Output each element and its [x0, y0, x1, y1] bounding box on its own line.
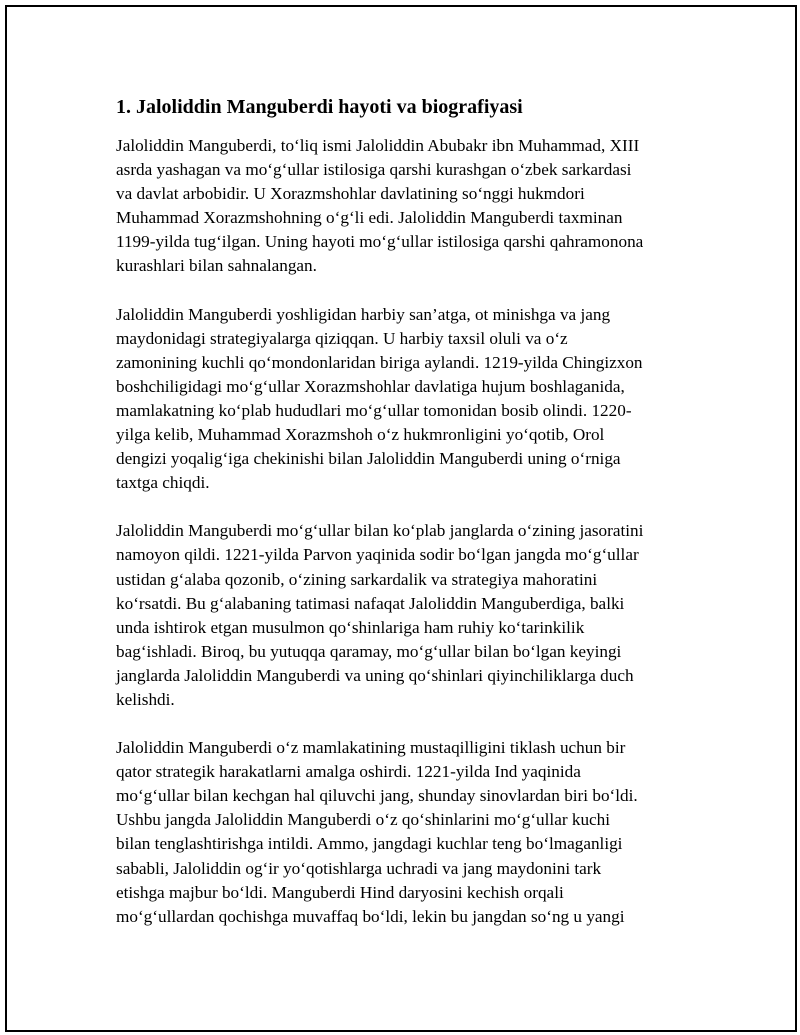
text-line: maydonidagi strategiyalarga qiziqqan. U harbiy taxsil oluli va o‘z: [116, 328, 568, 348]
text-line: janglarda Jaloliddin Manguberdi va uning qo‘shinlari qiyinchiliklarga duch: [116, 665, 634, 685]
text-line: unda ishtirok etgan musulmon qo‘shinlariga ham ruhiy ko‘tarinkilik: [116, 617, 585, 637]
paragraph-3: [116, 519, 696, 712]
text-line: ko‘rsatdi. Bu g‘alabaning tatimasi nafaqat Jaloliddin Manguberdiga, balki: [116, 593, 625, 613]
text-line: Muhammad Xorazmshohning o‘g‘li edi. Jaloliddin Manguberdi taxminan: [116, 208, 623, 228]
text-line: asrda yashagan va mo‘g‘ullar istilosiga qarshi kurashgan o‘zbek sarkardasi: [116, 160, 632, 180]
section-heading: 1. Jaloliddin Manguberdi hayoti va biografiyasi: [116, 96, 523, 118]
paragraph-2: [116, 303, 696, 496]
text-line: va davlat arbobidir. U Xorazmshohlar davlatining so‘nggi hukmdori: [116, 184, 585, 204]
text-line: Jaloliddin Manguberdi o‘z mamlakatining mustaqilligini tiklash uchun bir: [116, 738, 626, 758]
text-line: etishga majbur bo‘ldi. Manguberdi Hind daryosini kechish orqali: [116, 882, 564, 902]
text-line: qator strategik harakatlarni amalga oshirdi. 1221-yilda Ind yaqinida: [116, 762, 581, 782]
text-line: bag‘ishladi. Biroq, bu yutuqqa qaramay, mo‘g‘ullar bilan bo‘lgan keyingi: [116, 641, 622, 661]
document-body: [116, 94, 696, 953]
text-line: namoyon qildi. 1221-yilda Parvon yaqinida sodir bo‘lgan jangda mo‘g‘ullar: [116, 545, 639, 565]
text-line: sababli, Jaloliddin og‘ir yo‘qotishlarga uchradi va jang maydonini tark: [116, 858, 602, 878]
text-line: taxtga chiqdi.: [116, 473, 210, 493]
text-line: kelishdi.: [116, 689, 175, 709]
text-line: Jaloliddin Manguberdi mo‘g‘ullar bilan ko‘plab janglarda o‘zining jasoratini: [116, 521, 644, 541]
text-line: 1199-yilda tug‘ilgan. Uning hayoti mo‘g‘ullar istilosiga qarshi qahramonona: [116, 232, 644, 252]
paragraph-4: [116, 736, 696, 929]
text-line: Jaloliddin Manguberdi, to‘liq ismi Jaloliddin Abubakr ibn Muhammad, XIII: [116, 136, 640, 155]
text-line: bilan tenglashtirishga intildi. Ammo, jangdagi kuchlar teng bo‘lmaganligi: [116, 834, 623, 854]
text-line: kurashlari bilan sahnalangan.: [116, 256, 317, 276]
paragraph-1: [116, 134, 696, 279]
text-line: dengizi yoqalig‘iga chekinishi bilan Jaloliddin Manguberdi uning o‘rniga: [116, 449, 621, 469]
text-line: Ushbu jangda Jaloliddin Manguberdi o‘z qo‘shinlarini mo‘g‘ullar kuchi: [116, 810, 611, 830]
text-line: ustidan g‘alaba qozonib, o‘zining sarkardalik va strategiya mahoratini: [116, 569, 598, 589]
text-line: zamonining kuchli qo‘mondonlaridan biriga aylandi. 1219-yilda Chingizxon: [116, 352, 643, 372]
text-line: mamlakatning ko‘plab hududlari mo‘g‘ullar tomonidan bosib olindi. 1220-: [116, 400, 632, 420]
text-line: mo‘g‘ullardan qochishga muvaffaq bo‘ldi, lekin bu jangdan so‘ng u yangi: [116, 906, 625, 926]
text-line: boshchiligidagi mo‘g‘ullar Xorazmshohlar davlatiga hujum boshlaganida,: [116, 376, 625, 396]
text-line: Jaloliddin Manguberdi yoshligidan harbiy san’atga, ot minishga va jang: [116, 304, 611, 324]
text-line: yilga kelib, Muhammad Xorazmshoh o‘z hukmronligini yo‘qotib, Orol: [116, 425, 605, 445]
text-line: mo‘g‘ullar bilan kechgan hal qiluvchi jang, shunday sinovlardan biri bo‘ldi.: [116, 786, 638, 806]
